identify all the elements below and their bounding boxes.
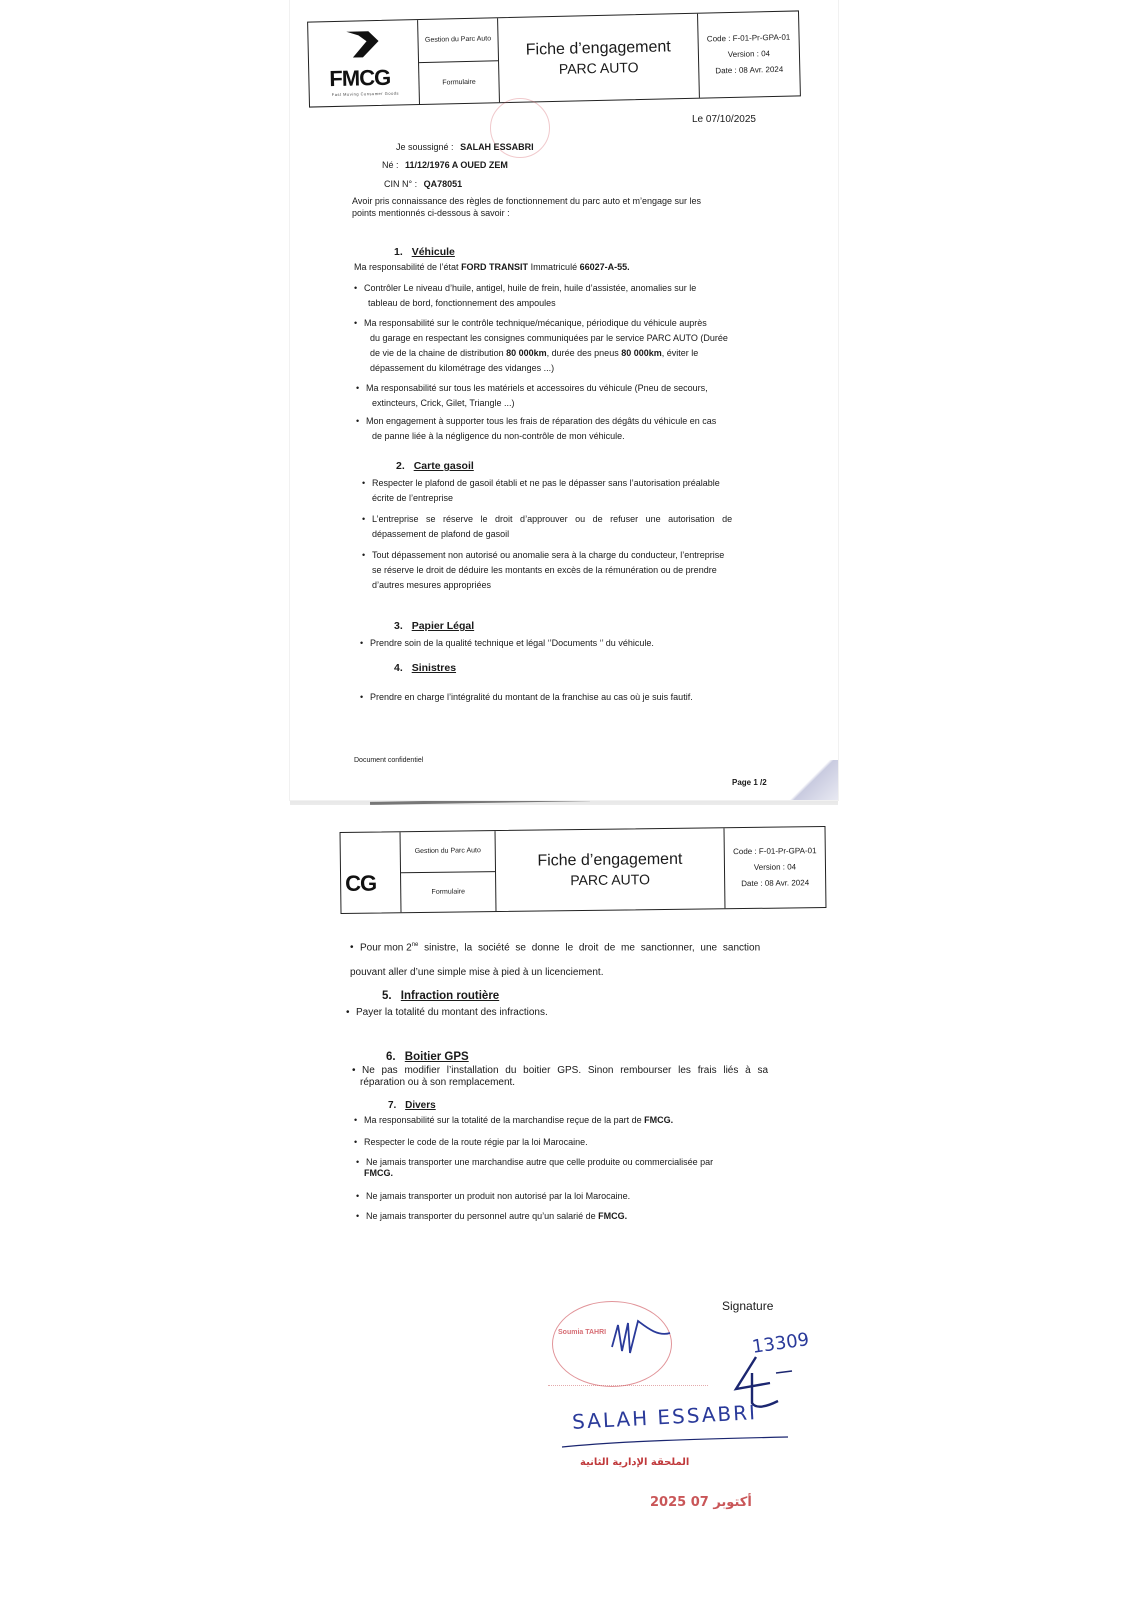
header-title-2-line2: PARC AUTO — [570, 871, 651, 889]
s2-b3-l1: Tout dépassement non autorisé ou anomalie sera à la charge du conducteur, l’entreprise — [372, 550, 725, 560]
header-code: Code : F-01-Pr-GPA-01 — [706, 32, 791, 44]
section-6-number: 6. — [386, 1051, 396, 1063]
s1-b2-l1: Ma responsabilité sur le contrôle technique/mécanique, périodique du véhicule auprès — [364, 318, 707, 328]
header-dept: Gestion du Parc Auto — [418, 18, 498, 62]
s7-b2: Respecter le code de la route régie par la loi Marocaine. — [364, 1137, 588, 1147]
s1-b4-l2: de panne liée à la négligence du non-contrôle de mon véhicule. — [372, 431, 625, 441]
arabic-legalization-line — [548, 1385, 708, 1395]
header-date-2: Date : 08 Avr. 2024 — [741, 878, 810, 889]
s1-bullet-4: • Mon engagement à supporter tous les frais de réparation des dégâts du véhicule en cas de panne liée à la négligence du non-contrôle de mon véhicule. — [356, 416, 717, 441]
s3-bullet-1: • Prendre soin de la qualité technique et légal ‘’Documents ‘’ du véhicule. — [360, 638, 654, 648]
header-title — [498, 14, 700, 103]
s1-b2-l3a: de vie de la chaine de distribution — [370, 348, 507, 358]
soussigne-label: Je soussigné : — [396, 142, 454, 152]
cin-value: QA78051 — [423, 179, 463, 189]
logo-text-2: CG — [344, 870, 377, 896]
s1-bullet-3: • Ma responsabilité sur tous les matériels et accessoires du véhicule (Pneu de secours, extincteurs, Crick, Gilet, Triangle ...) — [356, 383, 708, 408]
s7-bullet-1: • Ma responsabilité sur la totalité de la marchandise reçue de la part de FMCG. — [354, 1115, 674, 1125]
s7-b1a: Ma responsabilité sur la totalité de la marchandise reçue de la part de — [364, 1115, 645, 1125]
stamp-scribble-icon — [608, 1317, 678, 1357]
s2-bullet-2: • L’entreprise se réserve le droit d’approuver ou de refuser une autorisation de dépassement de plafond de gasoil — [362, 514, 733, 539]
section-6-title — [386, 1051, 469, 1063]
cin-label: CIN N° : — [384, 179, 418, 189]
s1-b2-l3c: , durée des pneus — [546, 348, 622, 358]
s2-b2-l2: dépassement de plafond de gasoil — [372, 529, 510, 539]
s7-bullet-4: • Ne jamais transporter un produit non autorisé par la loi Marocaine. — [356, 1191, 631, 1201]
section-4-title — [394, 662, 456, 674]
signature-label: Signature — [722, 1299, 774, 1313]
section-5-title — [382, 990, 499, 1002]
section-5-label: Infraction routière — [400, 990, 500, 1002]
header-code-block — [698, 11, 800, 97]
section-4-label: Sinistres — [411, 662, 457, 674]
s1-bullet-1: • Contrôler Le niveau d’huile, antigel, huile de frein, huile d’assistée, anomalies sur le tableau de bord, fonctionnement des ampoules — [354, 283, 697, 308]
logo-text: FMCG — [329, 64, 391, 92]
form-header — [307, 10, 801, 107]
s2-b1-l1: Respecter le plafond de gasoil établi et ne pas le dépasser sans l’autorisation préalable — [372, 478, 720, 488]
header-version: Version : 04 — [727, 49, 771, 60]
section-5-number: 5. — [382, 990, 392, 1002]
section-6-label: Boitier GPS — [404, 1051, 469, 1063]
document-date: Le 07/10/2025 — [692, 114, 756, 125]
s4-b1: Prendre en charge l’intégralité du montant de la franchise au cas où je suis fautif. — [370, 692, 693, 702]
p2-b1-l1a: Pour mon 2 — [360, 942, 412, 954]
s2-bullet-1: • Respecter le plafond de gasoil établi et ne pas le dépasser sans l’autorisation préalable écrite de l’entreprise — [362, 478, 720, 503]
s5-b1: Payer la totalité du montant des infractions. — [356, 1007, 548, 1018]
birth-line — [382, 158, 508, 172]
birth-label: Né : — [382, 160, 399, 170]
handwritten-name: SALAH ESSABRI — [571, 1400, 758, 1434]
fmcg-logo-icon — [340, 27, 385, 66]
s1-b1-l1: Contrôler Le niveau d’huile, antigel, huile de frein, huile d’assistée, anomalies sur le — [364, 283, 697, 293]
footer-confidential: Document confidentiel — [354, 757, 424, 764]
company-stamp-name: Soumia TAHRI — [558, 1329, 607, 1336]
s1-b4-l1: Mon engagement à supporter tous les frais de réparation des dégâts du véhicule en cas — [366, 416, 717, 426]
header-form-type-2: Formulaire — [431, 888, 466, 896]
s7-b4: Ne jamais transporter un produit non autorisé par la loi Marocaine. — [366, 1191, 631, 1201]
intro-line-2: points mentionnés ci-dessous à savoir : — [352, 208, 510, 218]
page-corner-shadow — [790, 760, 838, 800]
footer-page-number: Page 1 /2 — [732, 778, 767, 787]
s2-bullet-3: • Tout dépassement non autorisé ou anomalie sera à la charge du conducteur, l’entreprise se réserve le droit de déduire les montants en excès de la rémunération ou de prendre d’autres mesures appropriées — [362, 550, 725, 590]
company-logo-2 — [341, 832, 402, 913]
form-header-2 — [340, 826, 827, 914]
s7-b5b: FMCG. — [598, 1211, 628, 1221]
section-7-label: Divers — [405, 1100, 436, 1111]
section-1-title — [394, 246, 455, 258]
section-7-number: 7. — [388, 1100, 397, 1111]
soussigne-value: SALAH ESSABRI — [460, 142, 534, 152]
section-1-intro — [354, 260, 630, 274]
header-code-2: Code : F-01-Pr-GPA-01 — [733, 846, 817, 857]
section-2-title — [396, 460, 474, 472]
s6-bullet-1: • Ne pas modifier l’installation du boitier GPS. Sinon rembourser les frais liés à sa réparation ou à son remplacement. — [352, 1065, 769, 1088]
soussigne-line — [396, 140, 534, 154]
s7-bullet-5: • Ne jamais transporter du personnel autre qu’un salarié de FMCG. — [356, 1211, 628, 1221]
s1-b2-km2: 80 000km — [621, 348, 662, 358]
header-meta-2 — [401, 831, 497, 912]
header-title-line1: Fiche d’engagement — [525, 38, 671, 59]
s1-intro-vehicle: FORD TRANSIT — [461, 262, 529, 272]
s3-b1: Prendre soin de la qualité technique et légal ‘’Documents ‘’ du véhicule. — [370, 638, 654, 648]
birth-value: 11/12/1976 A OUED ZEM — [405, 160, 508, 170]
section-3-title — [394, 620, 474, 632]
header-dept-2: Gestion du Parc Auto — [401, 831, 495, 873]
section-3-number: 3. — [394, 620, 403, 632]
p2-b1-l2: pouvant aller d’une simple mise à pied à un licenciement. — [350, 967, 604, 979]
logo-subtext: Fast Moving Consumer Goods — [331, 90, 400, 98]
s1-intro-plate: 66027-A-55. — [579, 262, 630, 272]
s1-intro-a: Ma responsabilité de l’état — [354, 262, 462, 272]
company-logo — [308, 20, 420, 106]
s1-intro-c: Immatriculé — [528, 262, 580, 272]
s7-b3a: Ne jamais transporter une marchandise autre que celle produite ou commercialisée par — [366, 1157, 714, 1167]
s7-bullet-3: • Ne jamais transporter une marchandise autre que celle produite ou commercialisée par FMCG. — [356, 1157, 714, 1178]
p2-b1-sup: ne — [411, 942, 419, 948]
arabic-office-stamp: الملحقة الإدارية الثانية — [580, 1457, 690, 1468]
s1-b1-l2: tableau de bord, fonctionnement des ampoules — [368, 298, 556, 308]
s1-b2-l2: du garage en respectant les consignes communiquées par le service PARC AUTO (Durée — [370, 333, 728, 343]
s1-b3-l2: extincteurs, Crick, Gilet, Triangle ...) — [372, 398, 515, 408]
intro-line-1: Avoir pris connaissance des règles de fonctionnement du parc auto et m’engage sur les — [352, 196, 702, 206]
s7-b5a: Ne jamais transporter du personnel autre qu’un salarié de — [366, 1211, 599, 1221]
header-code-block-2 — [725, 827, 826, 908]
s7-b3b: FMCG. — [364, 1168, 393, 1178]
p2-b1-l1b: sinistre, la société se donne le droit de me sanctionner, une sanction — [418, 942, 761, 954]
s1-b3-l1: Ma responsabilité sur tous les matériels et accessoires du véhicule (Pneu de secours, — [366, 383, 708, 393]
s1-bullet-2: • Ma responsabilité sur le contrôle technique/mécanique, périodique du véhicule auprès du garage en respectant les consignes communiquées par le service PARC AUTO (Durée de vie de la chaine de distribution 80 000km, durée des pneus 80 000km, éviter le dépassement du kilométrage des vidanges ...) — [354, 318, 728, 373]
s5-bullet-1: • Payer la totalité du montant des infractions. — [346, 1007, 548, 1018]
s6-b1-l1: Ne pas modifier l’installation du boitier GPS. Sinon rembourser les frais liés à sa — [362, 1065, 769, 1076]
section-3-label: Papier Légal — [411, 620, 475, 632]
header-title-line2: PARC AUTO — [558, 59, 639, 77]
s7-bullet-2: • Respecter le code de la route régie par la loi Marocaine. — [354, 1137, 588, 1147]
section-2-label: Carte gasoil — [413, 460, 474, 472]
section-1-label: Véhicule — [411, 246, 455, 258]
header-version-2: Version : 04 — [753, 862, 797, 872]
s1-b2-l3 — [364, 348, 698, 358]
s1-b2-km1: 80 000km — [506, 348, 547, 358]
arabic-date-stamp: 2025 أكتوبر 07 — [650, 1495, 752, 1510]
s2-b2-l1: L’entreprise se réserve le droit d’approuver ou de refuser une autorisation de — [372, 514, 733, 524]
header-meta — [418, 18, 500, 104]
header-title-2-line1: Fiche d’engagement — [537, 850, 683, 870]
s2-b1-l2: écrite de l’entreprise — [372, 493, 454, 503]
s6-b1-l2: réparation ou à son remplacement. — [360, 1077, 516, 1088]
signature-underline-icon — [560, 1433, 790, 1453]
section-7-title — [388, 1100, 436, 1111]
section-2-number: 2. — [396, 460, 405, 472]
document-page-1 — [290, 0, 838, 800]
document-page-2 — [290, 805, 838, 1599]
s2-b3-l3: d’autres mesures appropriées — [372, 580, 492, 590]
cin-line — [384, 177, 462, 191]
s1-b2-l4: dépassement du kilométrage des vidanges ...) — [370, 363, 555, 373]
s1-b2-l3e: , éviter le — [661, 348, 699, 358]
s2-b3-l2: se réserve le droit de déduire les montants en excès de la rémunération ou de prendre — [372, 565, 717, 575]
header-title-2 — [496, 828, 726, 911]
section-4-number: 4. — [394, 662, 403, 674]
p2-bullet-1: • Pour mon $2^{ne}$ sinistre, la société se donne le droit de me sanctionner, une sanction pouvant aller d’une simple mise à pied à un licenciement. — [350, 942, 761, 979]
header-form-type: Formulaire — [442, 78, 476, 87]
s4-bullet-1: • Prendre en charge l’intégralité du montant de la franchise au cas où je suis fautif. — [360, 692, 693, 702]
handwritten-number: 13309 — [750, 1329, 811, 1358]
section-1-number: 1. — [394, 246, 403, 258]
s7-b1b: FMCG. — [644, 1115, 674, 1125]
header-date: Date : 08 Avr. 2024 — [715, 64, 784, 76]
